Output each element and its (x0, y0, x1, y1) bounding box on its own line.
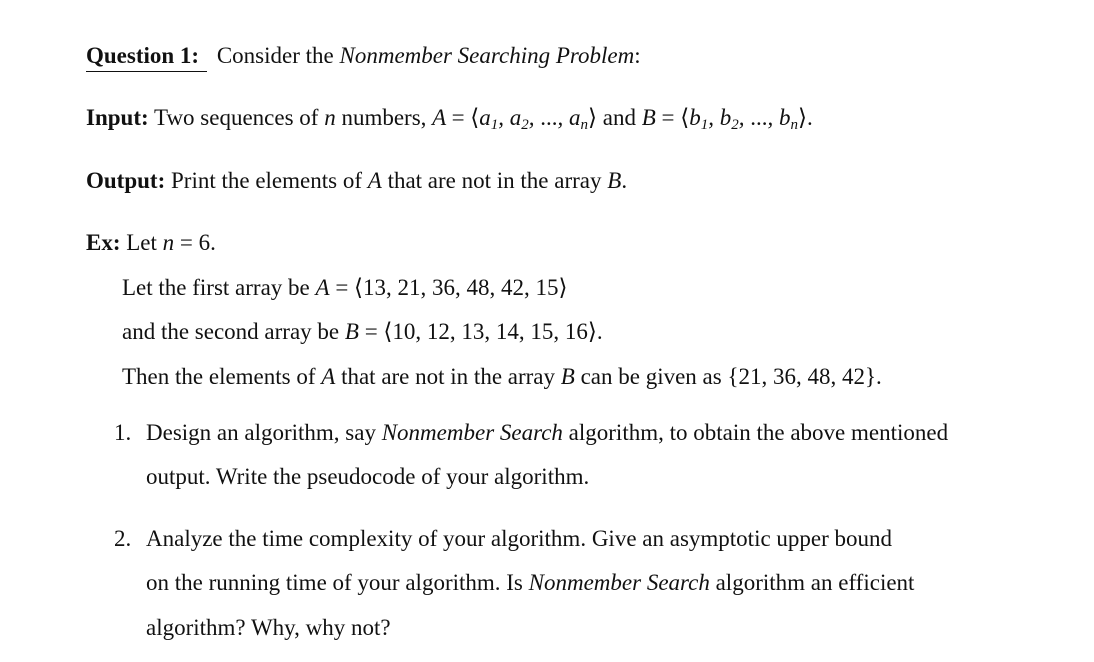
task-2-line-2: on the running time of your algorithm. Is Nonmember Search algorithm an efficient (146, 570, 915, 595)
question-label: Question 1: (86, 41, 207, 72)
task-2-line-3: algorithm? Why, why not? (146, 615, 391, 640)
example-line: Ex: Let n = 6. (86, 230, 216, 255)
task-2-line-1: 2. Analyze the time complexity of your algorithm. Give an asymptotic upper bound (114, 524, 892, 554)
example-label: Ex: (86, 230, 121, 255)
result-set: {21, 36, 48, 42}. (727, 364, 882, 389)
input-line: Input: Two sequences of n numbers, $A = ⟨a_1$, $a_2$, ..., $a_n⟩$ and $B = ⟨b_1$, $b_2$, ..., $b_n⟩$. (86, 105, 813, 133)
question-intro: Consider the (216, 43, 334, 68)
question-title-line: Question 1: Consider the Nonmember Searching Problem: (86, 41, 641, 72)
sequence-A: $A = ⟨a_1$, $a_2$, ..., $a_n⟩$ (432, 105, 597, 133)
task-1-line-1: 1. Design an algorithm, say Nonmember Search algorithm, to obtain the above mentioned (114, 418, 948, 448)
input-label: Input: (86, 105, 149, 130)
task-1-line-2: output. Write the pseudocode of your algorithm. (146, 464, 590, 489)
problem-name: Nonmember Searching Problem (339, 43, 635, 68)
output-label: Output: (86, 168, 166, 193)
example-result: Then the elements of A that are not in the array B can be given as {21, 36, 48, 42}. (122, 364, 882, 389)
example-array-A: Let the first array be A = ⟨13, 21, 36, 48, 42, 15⟩ (122, 275, 568, 300)
sequence-B: $B = ⟨b_1$, $b_2$, ..., $b_n⟩$. (641, 105, 813, 133)
task-1-number: 1. (114, 420, 132, 445)
example-array-B: and the second array be B = ⟨10, 12, 13, 14, 15, 16⟩. (122, 319, 603, 344)
output-line: Output: Print the elements of A that are not in the array B. (86, 168, 628, 193)
task-2-number: 2. (114, 526, 132, 551)
